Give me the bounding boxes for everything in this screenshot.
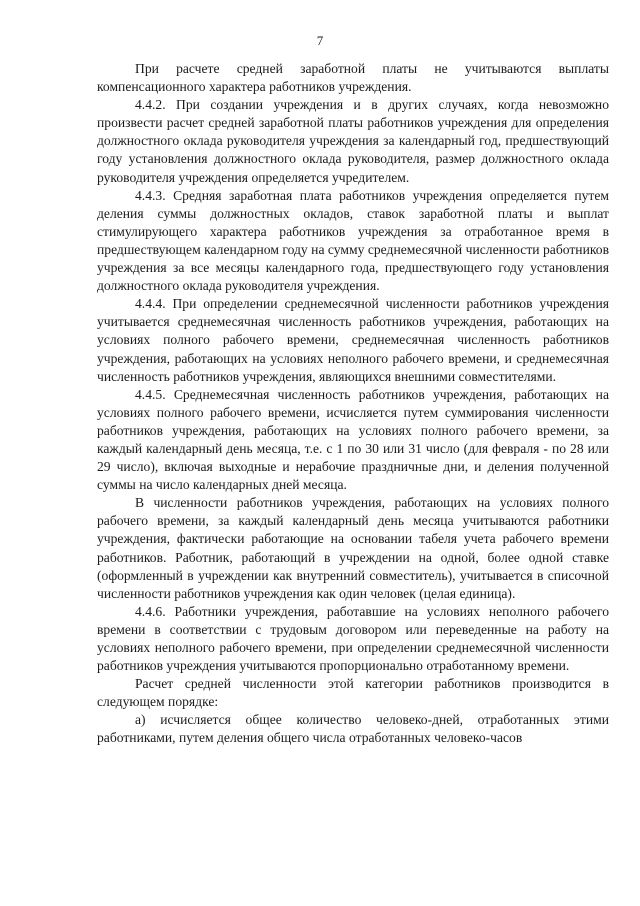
- paragraph-average-salary-exclusion: При расчете средней заработной платы не учитываются выплаты компенсационного характера работников учреждения.: [97, 61, 609, 95]
- document-body: [97, 60, 609, 748]
- paragraph-4-4-3: 4.4.3. Средняя заработная плата работников учреждения определяется путем деления суммы должностных окладов, ставок заработной платы и выплат стимулирующего характера работников учреждения за отработанное время в предшествующем календарном году на сумму среднемесячной численности работников учреждения за все месяцы календарного года, предшествующего году установления должностного оклада руководителя учреждения.: [97, 187, 609, 294]
- paragraph-item-a: а) исчисляется общее количество человеко-дней, отработанных этими работниками, путем деления общего числа отработанных человеко-часов: [97, 712, 609, 746]
- paragraph-full-time-headcount: В численности работников учреждения, работающих на условиях полного рабочего времени, за каждый календарный день месяца учитываются работники учреждения, фактически работающие на основании табеля учета рабочего времени работников. Работник, работающий в учреждении на одной, более одной ставке (оформленный в учреждении как внутренний совместитель), учитывается в списочной численности работников учреждения как один человек (целая единица).: [97, 495, 609, 601]
- paragraph-4-4-6: 4.4.6. Работники учреждения, работавшие на условиях неполного рабочего времени в соответствии с трудовым договором или переведенные на работу на условиях неполного рабочего времени, при определении среднемесячной численности работников учреждения учитываются пропорционально отработанному времени.: [97, 603, 609, 674]
- page-number: 7: [316, 33, 324, 48]
- paragraph-4-4-2: 4.4.2. При создании учреждения и в других случаях, когда невозможно произвести расчет средней заработной платы работников учреждения для определения должностного оклада руководителя учреждения за календарный год, предшествующий году установления должностного оклада руководителя, размер должностного оклада руководителя учреждения определяется учредителем.: [97, 97, 609, 185]
- paragraph-4-4-4: 4.4.4. При определении среднемесячной численности работников учреждения учитывается среднемесячная численность работников учреждения, работающих на условиях полного рабочего времени, среднемесячная численность работников учреждения, работающих на условиях неполного рабочего времени, и среднемесячная численность работников учреждения, являющихся внешними совместителями.: [97, 296, 609, 384]
- paragraph-4-4-5: 4.4.5. Среднемесячная численность работников учреждения, работающих на условиях полного рабочего времени, исчисляется путем суммирования численности работников учреждения, работающих на условиях полного рабочего времени, за каждый календарный день месяца, т.е. с 1 по 30 или 31 число (для февраля - по 28 или 29 число), включая выходные и нерабочие праздничные дни, и деления полученной суммы на число календарных дней месяца.: [97, 386, 609, 493]
- paragraph-calculation-order: Расчет средней численности этой категории работников производится в следующем порядке:: [97, 676, 609, 710]
